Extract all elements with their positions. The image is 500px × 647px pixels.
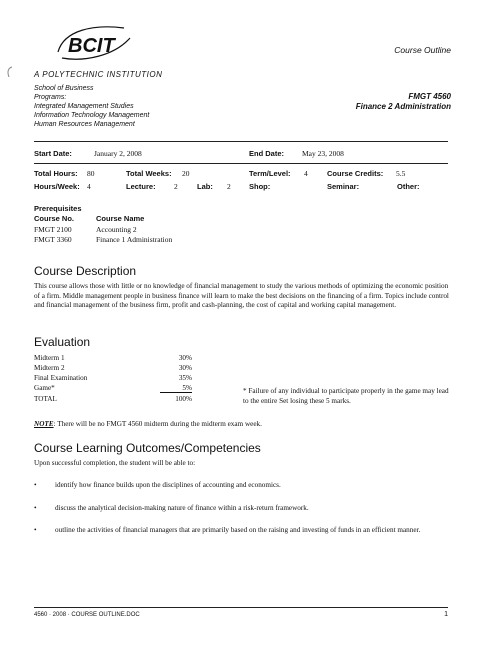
- outcomes-heading: Course Learning Outcomes/Competencies: [34, 441, 261, 455]
- bullet-icon: •: [34, 526, 37, 534]
- evaluation-item: Midterm 1: [34, 354, 65, 362]
- evaluation-row: [34, 395, 204, 404]
- prerequisite-name: Finance 1 Administration: [96, 235, 173, 244]
- term-value: 4: [304, 169, 308, 178]
- margin-mark: [6, 66, 14, 78]
- lecture-label: Lecture:: [126, 182, 156, 191]
- start-date-value: January 2, 2008: [94, 149, 142, 158]
- school-programs: [34, 84, 149, 129]
- total-weeks-value: 20: [182, 169, 190, 178]
- divider-top: [34, 141, 448, 142]
- document-type: Course Outline: [394, 45, 451, 55]
- course-heading: [356, 92, 451, 112]
- school-line: Integrated Management Studies: [34, 103, 134, 110]
- other-label: Other:: [397, 182, 420, 191]
- bullet-icon: •: [34, 504, 37, 512]
- prerequisite-no: FMGT 3360: [34, 235, 72, 244]
- school-line: Information Technology Management: [34, 112, 150, 119]
- bcit-logo-text: BCIT: [68, 35, 115, 57]
- weekly-row: [34, 182, 454, 193]
- evaluation-item: TOTAL: [34, 395, 57, 403]
- footer-filename: 4560 · 2008 · COURSE OUTLINE.DOC: [34, 612, 140, 618]
- bullet-icon: •: [34, 481, 37, 489]
- start-date-label: Start Date:: [34, 149, 72, 158]
- institution-tagline: A POLYTECHNIC INSTITUTION: [34, 70, 163, 79]
- lab-label: Lab:: [197, 182, 213, 191]
- evaluation-item: Final Examination: [34, 374, 88, 382]
- evaluation-row: [34, 364, 204, 373]
- prerequisite-row: [34, 225, 234, 234]
- course-name-header: Course Name: [96, 214, 145, 223]
- evaluation-item: Game*: [34, 384, 55, 392]
- credits-value: 5.5: [396, 169, 406, 178]
- total-weeks-label: Total Weeks:: [126, 169, 172, 178]
- lab-value: 2: [227, 182, 231, 191]
- shop-label: Shop:: [249, 182, 271, 191]
- lecture-value: 2: [174, 182, 178, 191]
- evaluation-row: [34, 374, 204, 383]
- total-hours-label: Total Hours:: [34, 169, 78, 178]
- credits-label: Course Credits:: [327, 169, 384, 178]
- note-text: : There will be no FMGT 4560 midterm during the midterm exam week.: [53, 420, 262, 428]
- end-date-label: End Date:: [249, 149, 285, 158]
- seminar-label: Seminar:: [327, 182, 360, 191]
- end-date-value: May 23, 2008: [302, 149, 344, 158]
- prerequisite-row: [34, 235, 234, 244]
- prerequisites-header: [34, 214, 234, 223]
- prerequisite-no: FMGT 2100: [34, 225, 72, 234]
- hours-week-label: Hours/Week:: [34, 182, 80, 191]
- school-line: Human Resources Management: [34, 121, 135, 128]
- outcome-text: identify how finance builds upon the disciplines of accounting and economics.: [55, 481, 281, 489]
- dates-row: [34, 149, 454, 160]
- course-description-heading: Course Description: [34, 264, 137, 278]
- total-hours-value: 80: [87, 169, 95, 178]
- outcome-text: outline the activities of financial managers that are primarily based on the raising and investing of funds in an efficient manner.: [55, 526, 421, 534]
- prerequisite-name: Accounting 2: [96, 225, 137, 234]
- footer-page-number: 1: [444, 611, 448, 618]
- bcit-logo: [54, 22, 134, 66]
- term-label: Term/Level:: [249, 169, 291, 178]
- evaluation-weight: 100%: [175, 395, 192, 403]
- evaluation-note: [34, 420, 262, 428]
- hours-row: [34, 169, 454, 180]
- evaluation-heading: Evaluation: [34, 335, 91, 349]
- outcomes-intro: Upon successful completion, the student will be able to:: [34, 459, 196, 467]
- evaluation-row: [34, 354, 204, 363]
- school-line: Programs:: [34, 94, 67, 101]
- evaluation-weight: 30%: [178, 364, 192, 372]
- outcome-text: discuss the analytical decision-making nature of finance within a risk-return framework.: [55, 504, 309, 512]
- evaluation-item: Midterm 2: [34, 364, 65, 372]
- hours-week-value: 4: [87, 182, 91, 191]
- course-title: Finance 2 Administration: [355, 102, 451, 111]
- evaluation-footnote: * Failure of any individual to participate properly in the game may lead to the entire Set losing these 5 marks.: [243, 387, 449, 405]
- evaluation-weight: 5%: [160, 384, 192, 393]
- note-label: NOTE: [34, 420, 54, 428]
- evaluation-weight: 35%: [178, 374, 192, 382]
- divider-dates: [34, 163, 448, 164]
- evaluation-row: [34, 384, 204, 393]
- prerequisites-title: Prerequisites: [34, 204, 82, 213]
- evaluation-weight: 30%: [178, 354, 192, 362]
- school-line: School of Business: [34, 85, 94, 92]
- course-code: FMGT 4560: [408, 92, 451, 101]
- course-no-header: Course No.: [34, 214, 75, 223]
- divider-footer: [34, 607, 448, 608]
- course-description-text: This course allows those with little or no knowledge of financial management to study the various methods of optimizing the economic position of a firm. Middle management people in business finance will learn to make the best decisions on the financing of a firm. Topics include control and financial management of the business firm, profit and cash-planning, the cost of capital and working capital management.: [34, 282, 449, 309]
